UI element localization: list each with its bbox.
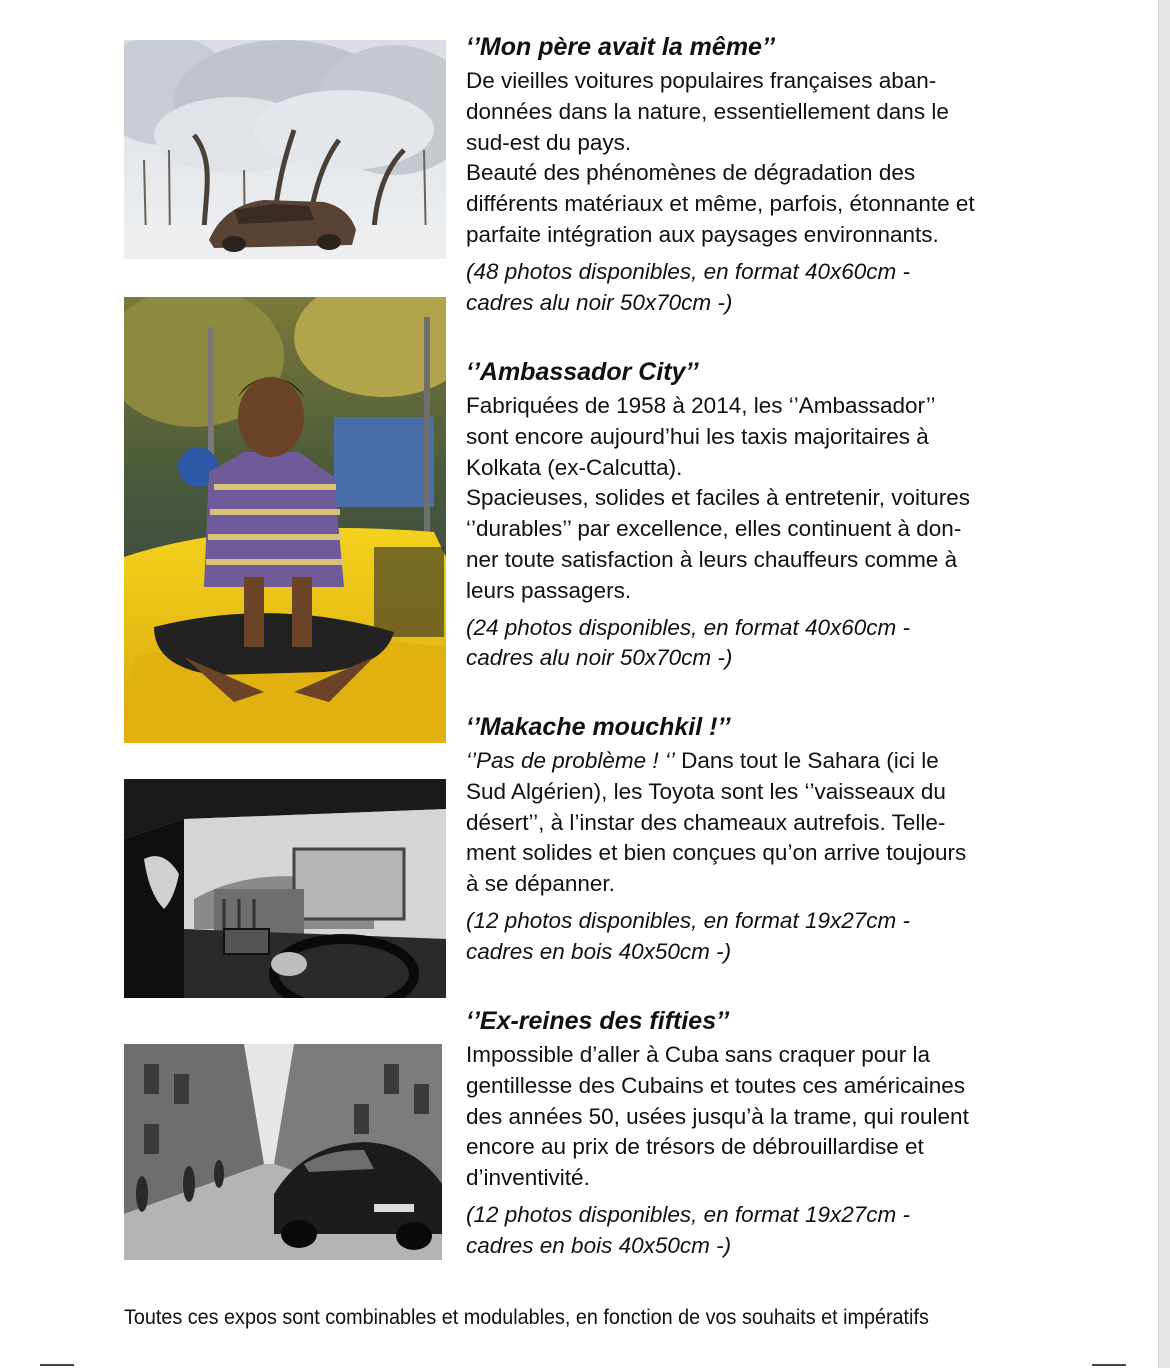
description-line: ment solides et bien conçues qu’on arrive toujours <box>466 840 967 866</box>
note-line: cadres alu noir 50x70cm -) <box>466 289 733 315</box>
description-line: De vieilles voitures populaires françaises aban- <box>466 68 937 93</box>
page-corner-mark <box>40 1364 74 1366</box>
description-line: ner toute satisfaction à leurs chauffeurs comme à <box>466 546 958 572</box>
description-line: leurs passagers. <box>466 577 632 603</box>
section-description <box>466 746 1056 900</box>
note-line: (12 photos disponibles, en format 19x27cm - <box>466 907 910 933</box>
description-line: Spacieuses, solides et faciles à entretenir, voitures <box>466 485 971 511</box>
section-title: ‘’Makache mouchkil !’’ <box>466 713 731 741</box>
description-line: Impossible d’aller à Cuba sans craquer pour la <box>466 1042 930 1067</box>
description-line: ‘’durables’’ par excellence, elles continuent à don- <box>466 516 962 542</box>
section-makache-mouchkil <box>466 712 1056 968</box>
note-line: cadres en bois 40x50cm -) <box>466 938 732 964</box>
section-description <box>466 391 1056 607</box>
availability-note <box>466 1200 1056 1262</box>
description-line: parfaite intégration aux paysages environnants. <box>466 221 939 247</box>
description-line: encore au prix de trésors de débrouillardise et <box>466 1134 924 1160</box>
availability-note <box>466 257 1056 319</box>
italic-lead: ‘’Pas de problème ! ‘’ <box>466 748 675 773</box>
section-title: ‘’Ambassador City’’ <box>466 358 699 386</box>
note-line: (12 photos disponibles, en format 19x27cm - <box>466 1201 910 1227</box>
section-ambassador-city <box>466 357 1056 674</box>
description-line: à se dépanner. <box>466 871 615 897</box>
note-line: (24 photos disponibles, en format 40x60cm - <box>466 614 910 640</box>
section-description <box>466 1040 1056 1194</box>
description-line: des années 50, usées jusqu’à la trame, qui roulent <box>466 1103 969 1129</box>
note-line: cadres en bois 40x50cm -) <box>466 1232 732 1258</box>
availability-note <box>466 906 1056 968</box>
car-wreck-snowy-forest-photo <box>124 40 446 259</box>
section-title: ‘’Ex-reines des fifties’’ <box>466 1007 730 1035</box>
description-line: sud-est du pays. <box>466 129 632 155</box>
description-line: gentillesse des Cubains et toutes ces américaines <box>466 1072 966 1098</box>
section-description <box>466 66 1056 251</box>
section-mon-pere <box>466 32 1056 318</box>
description-line: différents matériaux et même, parfois, étonnante et <box>466 191 975 217</box>
description-text: Dans tout le Sahara (ici le <box>674 748 939 773</box>
description-line: d’inventivité. <box>466 1165 590 1191</box>
description-line: Fabriquées de 1958 à 2014, les ‘’Ambassador’’ <box>466 393 936 418</box>
description-line: Beauté des phénomènes de dégradation des <box>466 160 916 186</box>
man-sitting-on-yellow-taxi-photo <box>124 297 446 743</box>
footer-note: Toutes ces expos sont combinables et modulables, en fonction de vos souhaits et impératifs <box>124 1305 929 1329</box>
section-title: ‘’Mon père avait la même’’ <box>466 33 775 61</box>
toyota-cabin-desert-photo <box>124 779 446 998</box>
havana-street-vintage-car-photo <box>124 1044 442 1260</box>
note-line: cadres alu noir 50x70cm -) <box>466 645 733 671</box>
page-edge <box>1158 0 1170 1368</box>
section-ex-reines <box>466 1006 1056 1262</box>
note-line: (48 photos disponibles, en format 40x60cm - <box>466 258 910 284</box>
description-line: sont encore aujourd’hui les taxis majoritaires à <box>466 423 929 449</box>
description-line: Sud Algérien), les Toyota sont les ‘’vaisseaux du <box>466 778 946 804</box>
description-line <box>466 746 1056 777</box>
description-line: données dans la nature, essentiellement dans le <box>466 98 949 124</box>
page-corner-mark <box>1092 1364 1126 1366</box>
description-line: désert’’, à l’instar des chameaux autrefois. Telle- <box>466 809 946 835</box>
description-line: Kolkata (ex-Calcutta). <box>466 454 683 480</box>
availability-note <box>466 613 1056 675</box>
